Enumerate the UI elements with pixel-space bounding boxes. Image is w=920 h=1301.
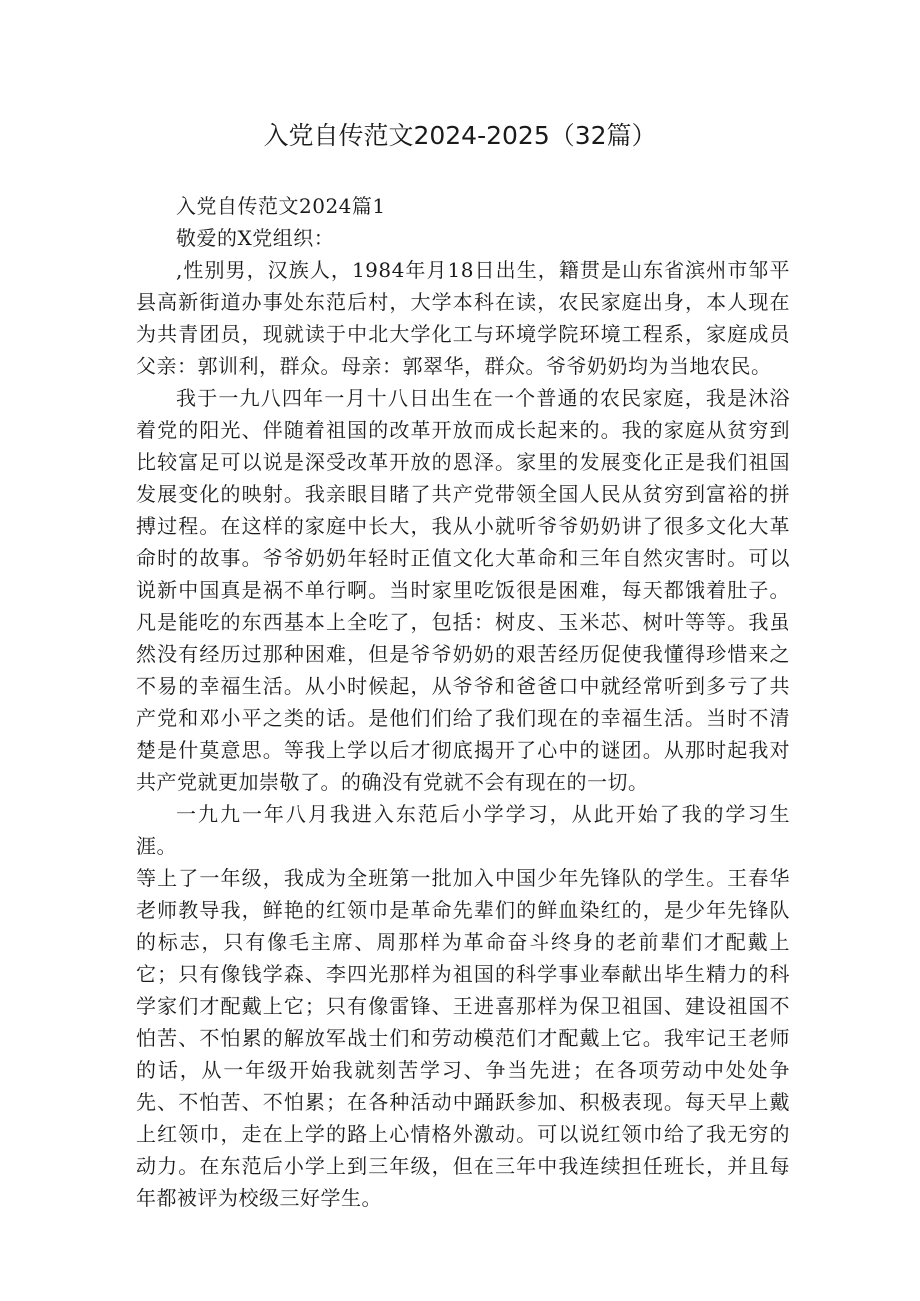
salutation: 敬爱的X党组织： (176, 226, 335, 250)
paragraph-young-pioneers: 等上了一年级，我成为全班第一批加入中国少年先锋队的学生。王春华老师教导我，鲜艳的红领巾是革命先辈们的鲜血染红的，是少年先锋队的标志，只有像毛主席、周那样为革命奋斗终身的老前辈们才配戴上它；只有像钱学森、李四光那样为祖国的科学事业奉献出毕生精力的科学家们才配戴上它；只有像雷锋、王进喜那样为保卫祖国、建设祖国不怕苦、不怕累的解放军战士们和劳动模范们才配戴上它。我牢记王老师的话，从一年级开始我就刻苦学习、争当先进；在各项劳动中处处争先、不怕苦、不怕累；在各种活动中踊跃参加、积极表现。每天早上戴上红领巾，走在上学的路上心情格外激动。可以说红领巾给了我无穷的动力。在东范后小学上到三年级，但在三年中我连续担任班长，并且每年都被评为校级三好学生。 (136, 866, 790, 1210)
document-title: 入党自传范文2024-2025（32篇） (263, 121, 657, 150)
document-body (136, 190, 790, 1214)
paragraph-family-background: 我于一九八四年一月十八日出生在一个普通的农民家庭，我是沐浴着党的阳光、伴随着祖国的改革开放而成长起来的。我的家庭从贫穷到比较富足可以说是深受改革开放的恩泽。家里的发展变化正是我们祖国发展变化的映射。我亲眼目睹了共产党带领全国人民从贫穷到富裕的拼搏过程。在这样的家庭中长大，我从小就听爷爷奶奶讲了很多文化大革命时的故事。爷爷奶奶年轻时正值文化大革命和三年自然灾害时。可以说新中国真是祸不单行啊。当时家里吃饭很是困难，每天都饿着肚子。凡是能吃的东西基本上全吃了，包括：树皮、玉米芯、树叶等等。我虽然没有经历过那种困难，但是爷爷奶奶的艰苦经历促使我懂得珍惜来之不易的幸福生活。从小时候起，从爷爷和爸爸口中就经常听到多亏了共产党和邓小平之类的话。是他们们给了我们现在的幸福生活。当时不清楚是什莫意思。等我上学以后才彻底揭开了心中的谜团。从那时起我对共产党就更加崇敬了。的确没有党就不会有现在的一切。 (136, 386, 790, 794)
paragraph-personal-info: ,性别男，汉族人，1984年月18日出生，籍贯是山东省滨州市邹平县高新街道办事处东范后村，大学本科在读，农民家庭出身，本人现在为共青团员，现就读于中北大学化工与环境学院环境工程系，家庭成员父亲：郭训利，群众。母亲：郭翠华，群众。爷爷奶奶均为当地农民。 (136, 258, 790, 378)
paragraph-primary-school: 一九九一年八月我进入东范后小学学习，从此开始了我的学习生涯。 (136, 802, 790, 858)
section-heading: 入党自传范文2024篇1 (176, 194, 386, 218)
